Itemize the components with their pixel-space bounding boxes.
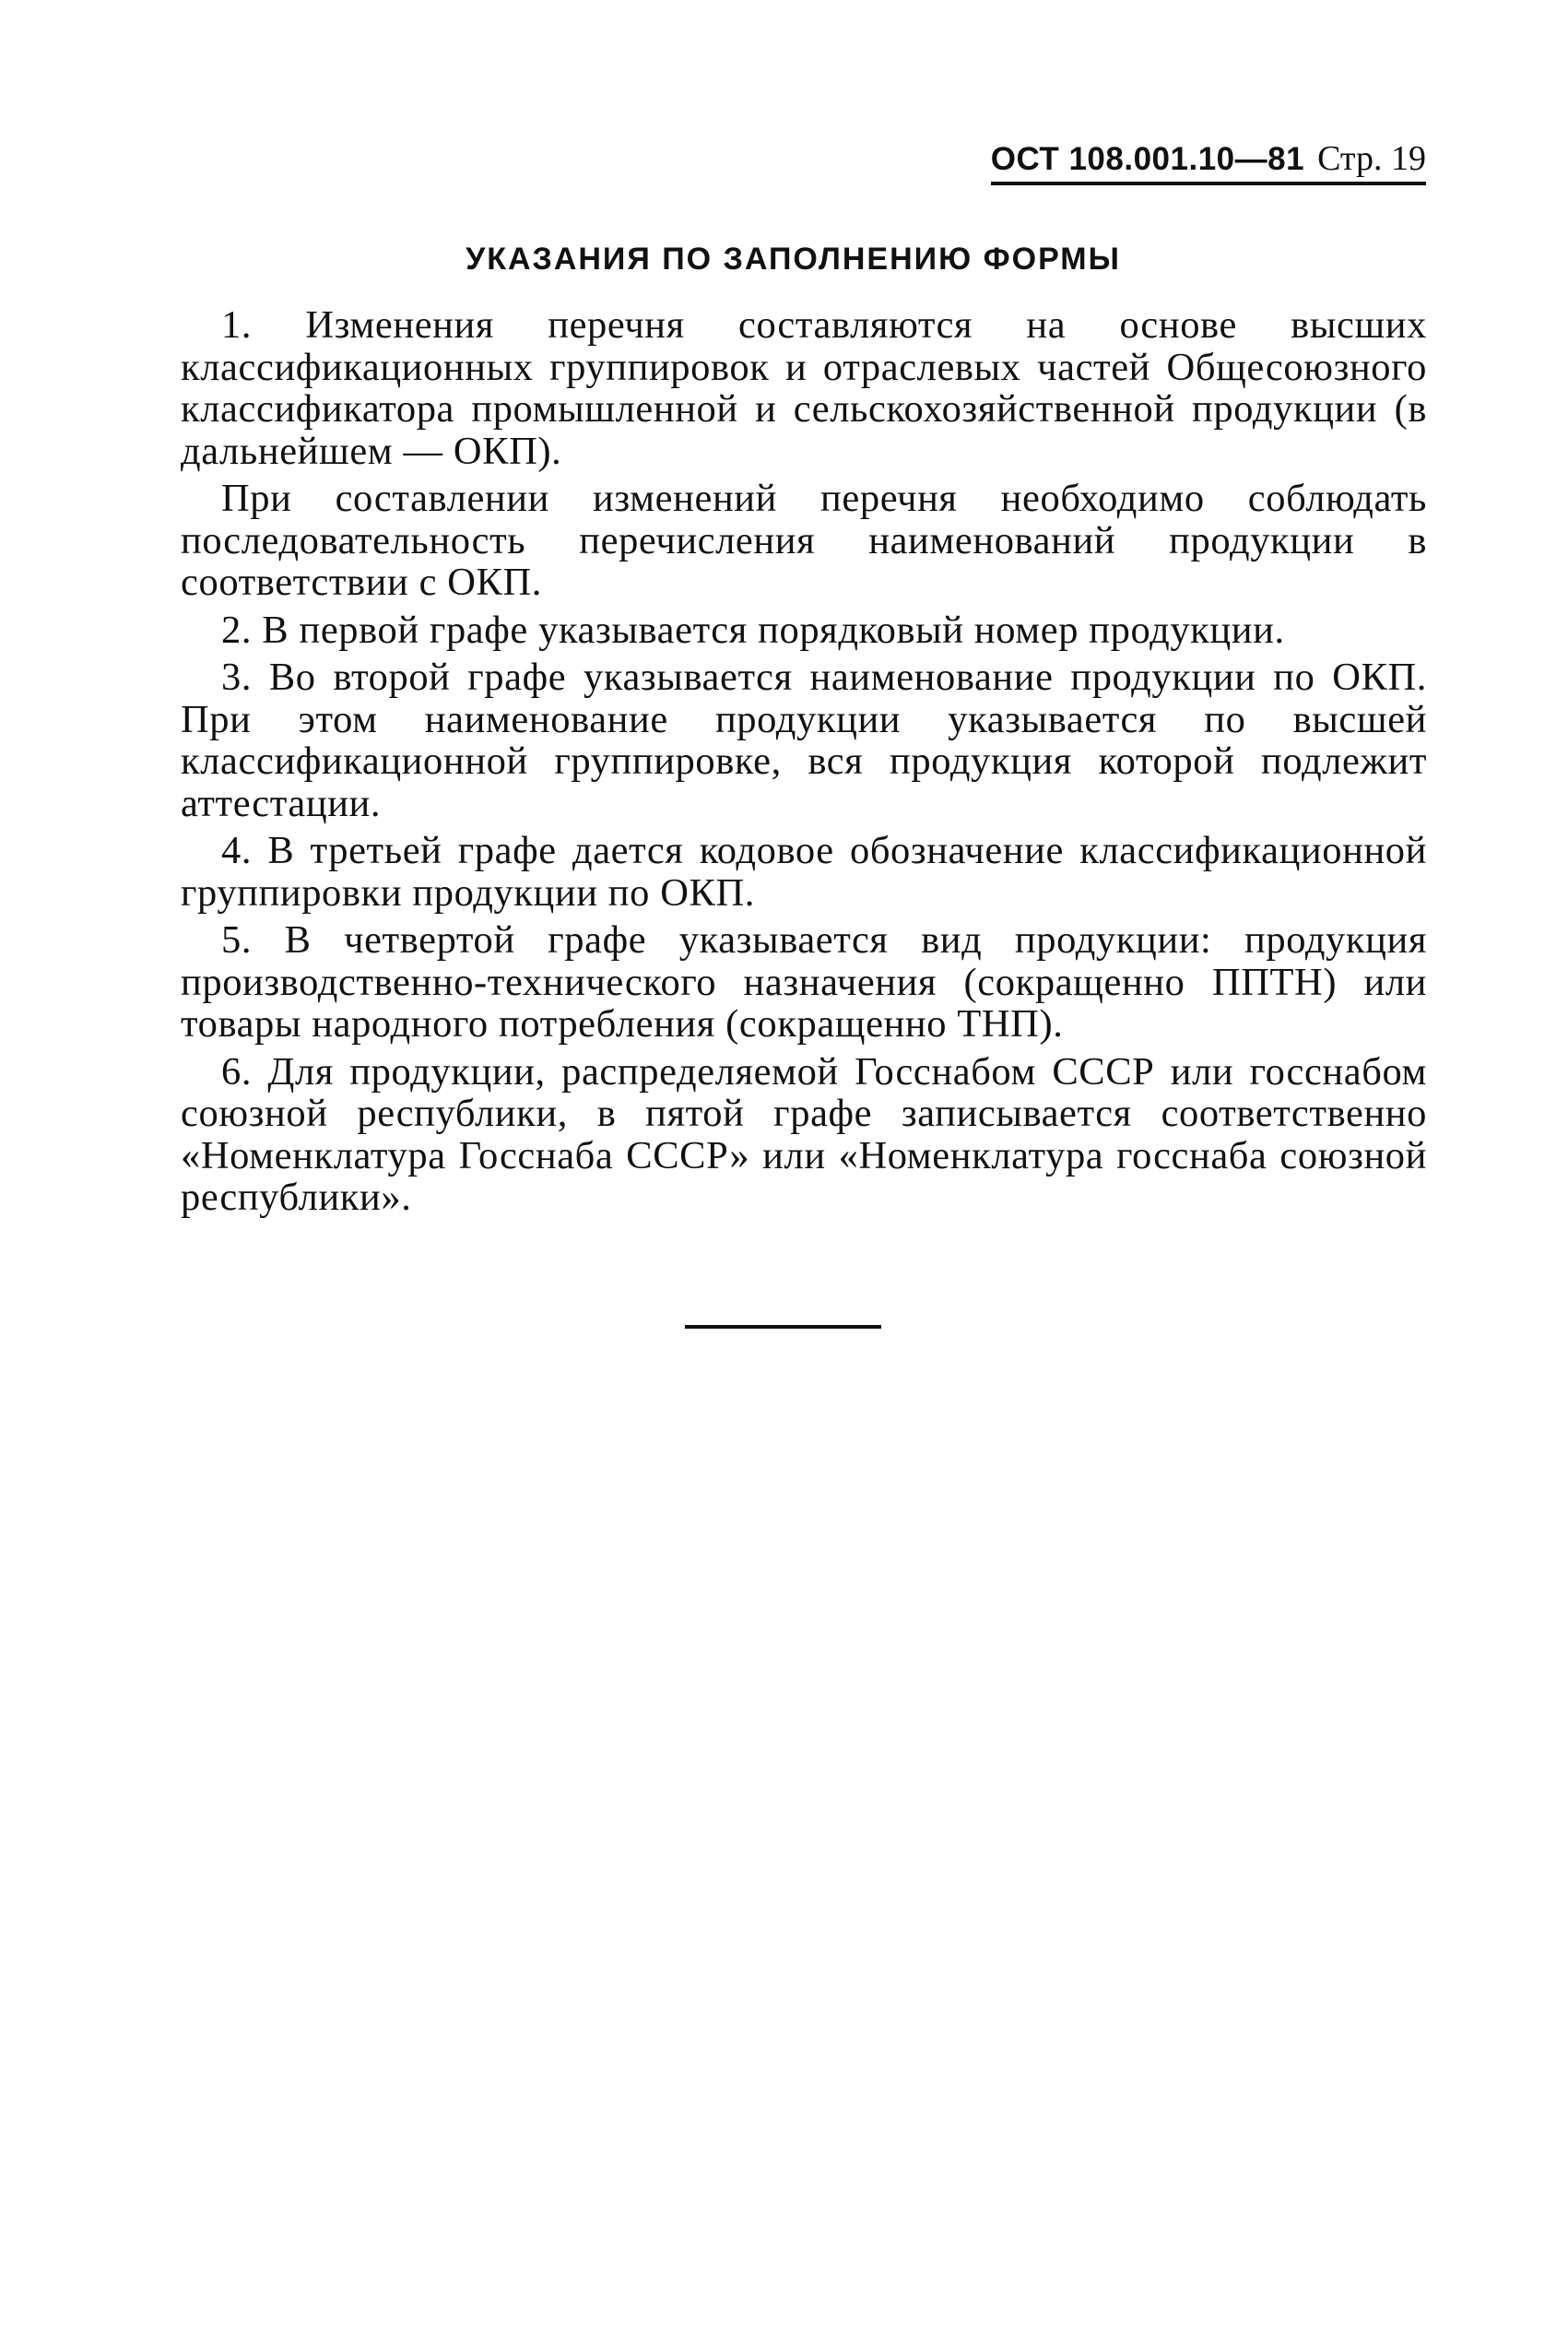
paragraph-1: 1. Изменения перечня составляются на основе высших классификационных группировок и отраслевых частей Общесоюзного классификатора промышленной и сельскохозяйственной продукции (в дальнейшем — ОКП). (181, 303, 1427, 473)
page-header (991, 138, 1426, 185)
section-title: УКАЗАНИЯ ПО ЗАПОЛНЕНИЮ ФОРМЫ (466, 242, 1121, 277)
standard-code: ОСТ 108.001.10—81 (990, 141, 1305, 177)
page-number: Стр. 19 (1317, 139, 1426, 178)
paragraph-6: 6. Для продукции, распределяемой Госснабом СССР или госснабом союзной республики, в пятой графе записывается соответственно «Номенклатура Госснаба СССР» или «Номенклатура госснаба союзной республики». (181, 1049, 1427, 1219)
paragraph-1-continued: При составлении изменений перечня необходимо соблюдать последовательность перечисления наименований продукции в соответствии с ОКП. (181, 477, 1427, 604)
paragraph-3: 3. Во второй графе указывается наименование продукции по ОКП. При этом наименование продукции указывается по высшей классификационной группировке, вся продукция которой подлежит аттестации. (181, 656, 1427, 825)
paragraph-2: 2. В первой графе указывается порядковый номер продукции. (221, 608, 1285, 652)
instructions-body (181, 304, 1427, 1224)
end-rule-divider (685, 1325, 881, 1329)
paragraph-5: 5. В четвертой графе указывается вид продукции: продукция производственно-технического назначения (сокращенно ППТН) или товары народного потребления (сокращенно ТНП). (181, 918, 1427, 1046)
paragraph-4: 4. В третьей графе дается кодовое обозначение классификационной группировки продукции по ОКП. (181, 829, 1427, 915)
